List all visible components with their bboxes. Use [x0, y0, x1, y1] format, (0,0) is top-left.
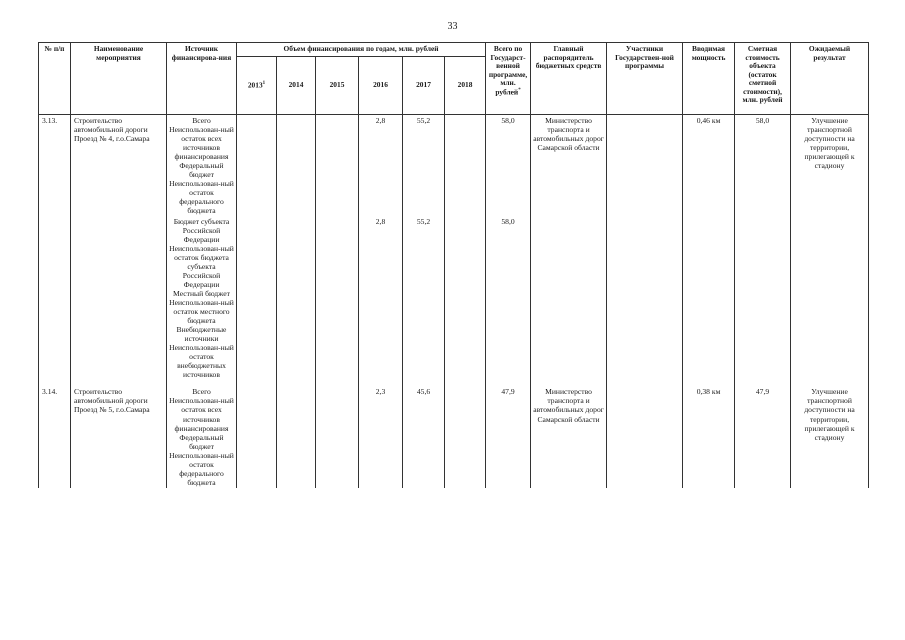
header-volume: Объем финансирования по годам, млн. рублей — [237, 43, 486, 57]
row-num: 3.13. — [39, 114, 71, 216]
cell-2014 — [277, 386, 316, 487]
row-num-empty — [39, 216, 71, 381]
header-name: Наименование мероприятия — [71, 43, 167, 115]
cell-2016: 2,8 — [359, 216, 403, 381]
header-source: Источник финансирова-ния — [167, 43, 237, 115]
table-row-3-13-a — [39, 114, 869, 216]
financing-table — [38, 42, 869, 488]
row-cost: 58,0 — [735, 114, 791, 216]
cell-2018 — [445, 114, 486, 216]
row-result: Улучшение транспортной доступности на территории, прилегающей к стадиону — [791, 114, 869, 216]
cell-2014 — [277, 114, 316, 216]
header-result: Ожидаемый результат — [791, 43, 869, 115]
cell-2014 — [277, 216, 316, 381]
row-result: Улучшение транспортной доступности на территории, прилегающей к стадиону — [791, 386, 869, 487]
header-total-text: Всего по Государст-венной программе, млн. рублей — [488, 44, 528, 97]
page-number: 33 — [447, 21, 458, 32]
header-total — [486, 43, 531, 115]
row-source: Всего Неиспользован-ный остаток всех источников финансирования Федеральный бюджет Неиспользован-ный остаток федерального бюджета — [167, 114, 237, 216]
header-year-2013 — [237, 56, 277, 114]
row-participants-empty — [607, 216, 683, 381]
row-name-empty — [71, 216, 167, 381]
cell-2018 — [445, 216, 486, 381]
cell-2013 — [237, 114, 277, 216]
cell-2018 — [445, 386, 486, 487]
row-participants — [607, 114, 683, 216]
row-participants — [607, 386, 683, 487]
header-main-manager: Главный распорядитель бюджетных средств — [531, 43, 607, 115]
row-manager: Министерство транспорта и автомобильных дорог Самарской области — [531, 386, 607, 487]
row-name: Строительство автомобильной дороги Проезд № 5, г.о.Самара — [71, 386, 167, 487]
cell-2013 — [237, 386, 277, 487]
header-year-2017: 2017 — [403, 56, 445, 114]
cell-total: 47,9 — [486, 386, 531, 487]
cell-2015 — [316, 114, 359, 216]
header-row-1 — [39, 43, 869, 57]
row-result-empty — [791, 216, 869, 381]
cell-2016: 2,8 — [359, 114, 403, 216]
table-row-3-14 — [39, 386, 869, 487]
row-cost: 47,9 — [735, 386, 791, 487]
row-capacity-empty — [683, 216, 735, 381]
header-total-sup: * — [518, 87, 521, 93]
table-row-3-13-b — [39, 216, 869, 381]
cell-2017: 45,6 — [403, 386, 445, 487]
row-capacity: 0,38 км — [683, 386, 735, 487]
row-cost-empty — [735, 216, 791, 381]
header-year-2016: 2016 — [359, 56, 403, 114]
row-num: 3.14. — [39, 386, 71, 487]
cell-2015 — [316, 216, 359, 381]
header-year-2013-sup: 1 — [262, 80, 266, 86]
header-year-2018: 2018 — [445, 56, 486, 114]
row-name: Строительство автомобильной дороги Проезд № 4, г.о.Самара — [71, 114, 167, 216]
cell-total: 58,0 — [486, 114, 531, 216]
cell-2017: 55,2 — [403, 114, 445, 216]
row-manager-empty — [531, 216, 607, 381]
row-capacity: 0,46 км — [683, 114, 735, 216]
row-source: Всего Неиспользован-ный остаток всех источников финансирования Федеральный бюджет Неиспользован-ный остаток федерального бюджета — [167, 386, 237, 487]
row-manager: Министерство транспорта и автомобильных дорог Самарской области — [531, 114, 607, 216]
header-capacity: Вводимая мощность — [683, 43, 735, 115]
header-num: № п/п — [39, 43, 71, 115]
header-year-2013-text: 2013 — [247, 79, 263, 89]
header-year-2014: 2014 — [277, 56, 316, 114]
header-participants: Участники Государствен-ной программы — [607, 43, 683, 115]
cell-2015 — [316, 386, 359, 487]
row-source: Бюджет субъекта Российской Федерации Неиспользован-ный остаток бюджета субъекта Российской Федерации Местный бюджет Неиспользован-ный остаток местного бюджета Внебюджетные источники Неиспользован-ный остаток внебюджетных источников — [167, 216, 237, 381]
cell-total: 58,0 — [486, 216, 531, 381]
cell-2013 — [237, 216, 277, 381]
cell-2016: 2,3 — [359, 386, 403, 487]
header-year-2015: 2015 — [316, 56, 359, 114]
header-cost: Сметная стоимость объекта (остаток сметной стоимости), млн. рублей — [735, 43, 791, 115]
cell-2017: 55,2 — [403, 216, 445, 381]
